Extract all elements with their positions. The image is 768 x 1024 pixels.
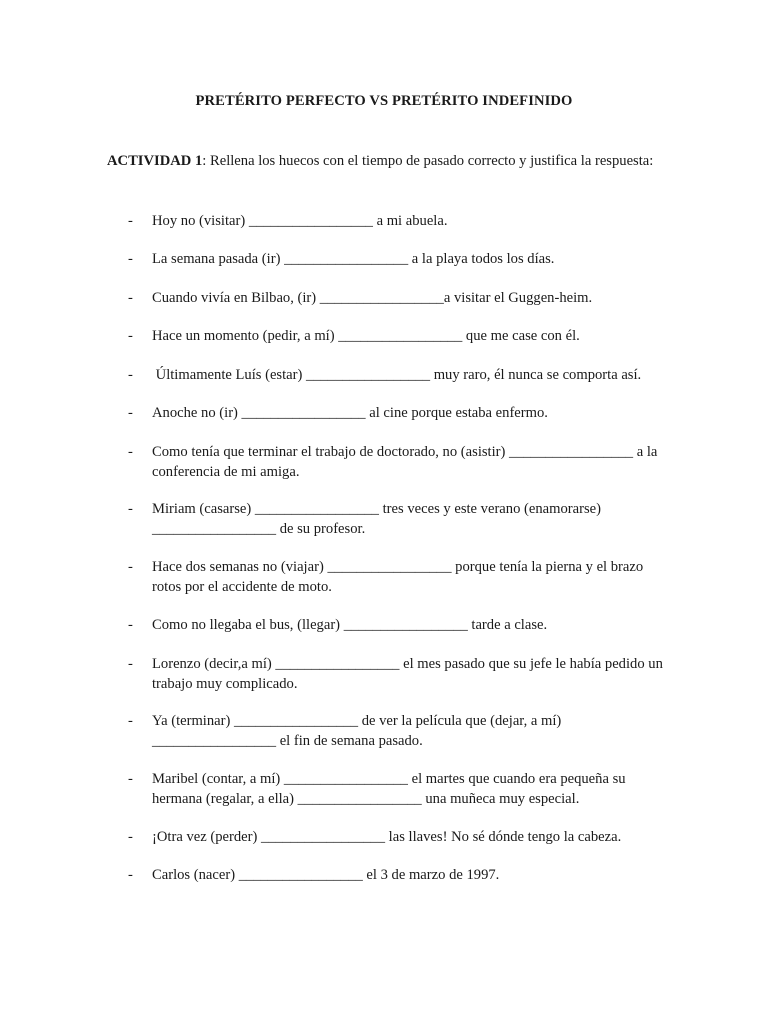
exercise-item	[128, 249, 668, 269]
bullet-dash: -	[128, 656, 133, 672]
bullet-dash: -	[128, 444, 133, 460]
exercise-item	[128, 654, 668, 694]
exercise-text: Hoy no (visitar) _________________ a mi abuela.	[152, 213, 448, 229]
bullet-dash: -	[128, 713, 133, 729]
bullet-dash: -	[128, 829, 133, 845]
exercise-item	[128, 326, 668, 346]
exercise-text: Hace dos semanas no (viajar) _________________ porque tenía la pierna y el brazo rotos por el accidente de moto.	[152, 559, 647, 595]
bullet-dash: -	[128, 501, 133, 517]
bullet-dash: -	[128, 617, 133, 633]
exercise-item	[128, 615, 668, 635]
exercise-text: Maribel (contar, a mí) _________________ el martes que cuando era pequeña su hermana (regalar, a ella) _________________ una muñeca muy especial.	[152, 771, 630, 807]
exercise-text: Hace un momento (pedir, a mí) _________________ que me case con él.	[152, 328, 580, 344]
exercise-item	[128, 288, 668, 308]
exercise-text: Anoche no (ir) _________________ al cine porque estaba enfermo.	[152, 405, 548, 421]
exercise-item	[128, 827, 668, 847]
exercise-text: Miriam (casarse) _________________ tres veces y este verano (enamorarse) _________________ de su profesor.	[152, 501, 605, 537]
activity-instruction	[107, 151, 667, 171]
exercise-item	[128, 211, 668, 231]
bullet-dash: -	[128, 367, 133, 383]
exercise-item	[128, 403, 668, 423]
exercise-text: ¡Otra vez (perder) _________________ las llaves! No sé dónde tengo la cabeza.	[152, 829, 622, 845]
exercise-item	[128, 711, 668, 751]
bullet-dash: -	[128, 559, 133, 575]
bullet-dash: -	[128, 771, 133, 787]
page-title: PRETÉRITO PERFECTO VS PRETÉRITO INDEFINIDO	[195, 93, 573, 109]
activity-label: ACTIVIDAD 1	[107, 153, 203, 169]
activity-instruction-text: : Rellena los huecos con el tiempo de pasado correcto y justifica la respuesta:	[202, 153, 654, 169]
exercise-text: Últimamente Luís (estar) _________________ muy raro, él nunca se comporta así.	[152, 367, 642, 383]
exercise-text: Como tenía que terminar el trabajo de doctorado, no (asistir) _________________ a la conferencia de mi amiga.	[152, 444, 662, 480]
exercise-item	[128, 442, 668, 482]
bullet-dash: -	[128, 251, 133, 267]
bullet-dash: -	[128, 867, 133, 883]
exercise-item	[128, 557, 668, 597]
bullet-dash: -	[128, 405, 133, 421]
bullet-dash: -	[128, 213, 133, 229]
bullet-dash: -	[128, 290, 133, 306]
exercise-text: Cuando vivía en Bilbao, (ir) _________________a visitar el Guggen-heim.	[152, 290, 593, 306]
exercise-item	[128, 499, 668, 539]
bullet-dash: -	[128, 328, 133, 344]
exercise-item	[128, 865, 668, 885]
exercise-item	[128, 769, 668, 809]
exercise-text: Lorenzo (decir,a mí) _________________ el mes pasado que su jefe le había pedido un trabajo muy complicado.	[152, 656, 667, 692]
exercise-text: Ya (terminar) _________________ de ver la película que (dejar, a mí) _________________ el fin de semana pasado.	[152, 713, 565, 749]
exercise-text: Carlos (nacer) _________________ el 3 de marzo de 1997.	[152, 867, 500, 883]
exercise-text: La semana pasada (ir) _________________ a la playa todos los días.	[152, 251, 555, 267]
exercise-item	[128, 365, 668, 385]
exercise-text: Como no llegaba el bus, (llegar) _________________ tarde a clase.	[152, 617, 548, 633]
